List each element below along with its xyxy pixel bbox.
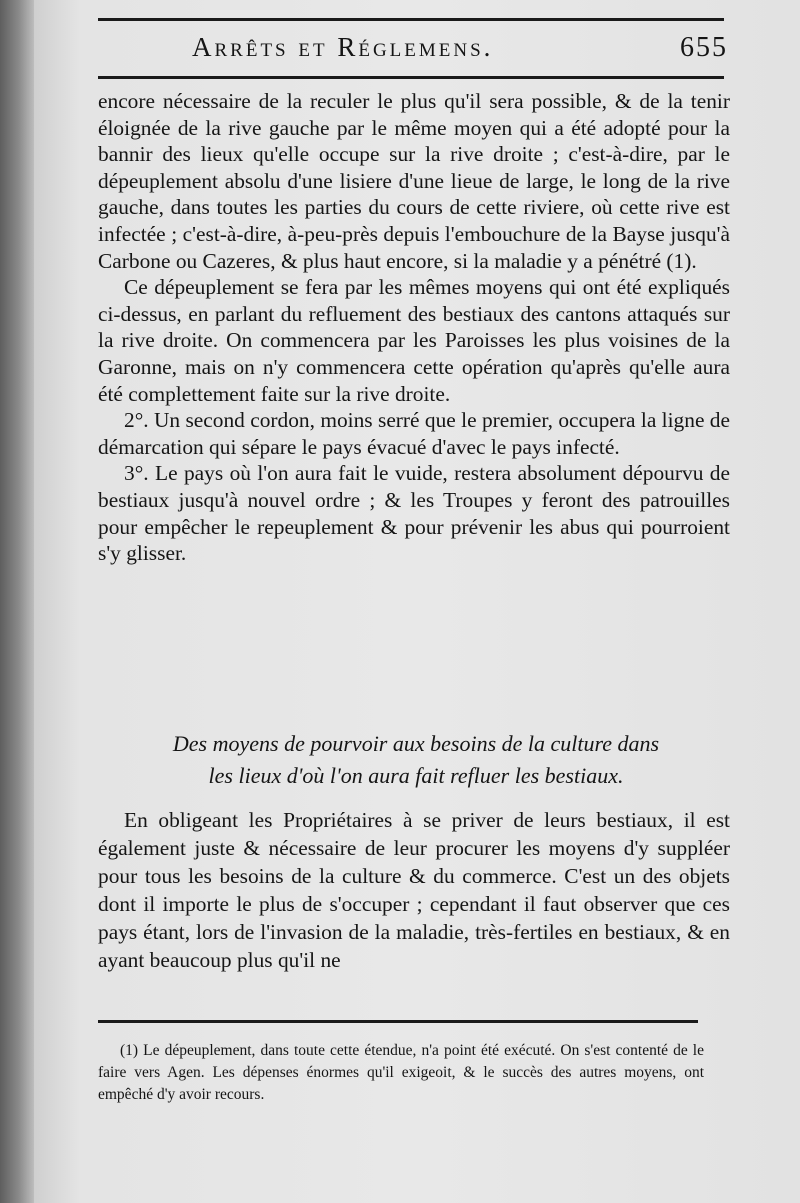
main-text <box>98 88 730 567</box>
paragraph-proprietaires: En obligeant les Propriétaires à se priver de leurs bestiaux, il est également juste & nécessaire de leur procurer les moyens d'y suppléer pour tous les besoins de la culture & du commerce. C'est un des objets dont il importe le plus de s'occuper ; cependant il faut observer que ces pays étant, lors de l'invasion de la maladie, très-fertiles en bestiaux, & en ayant beaucoup plus qu'il ne <box>98 808 730 972</box>
section-text <box>98 806 730 974</box>
binding-gutter <box>0 0 34 1203</box>
page-number: 655 <box>680 32 728 63</box>
section-heading <box>98 728 734 792</box>
running-head <box>98 30 728 66</box>
footnote-rule <box>98 1020 698 1023</box>
section-heading-line-2: les lieux d'où l'on aura fait refluer les bestiaux. <box>208 763 624 788</box>
header-rule <box>98 76 724 79</box>
paragraph-pays-vuide: 3°. Le pays où l'on aura fait le vuide, restera absolument dépourvu de bestiaux jusqu'à nouvel ordre ; & les Troupes y feront des patrouilles pour empêcher le repeuplement & pour prévenir les abus qui pourroient s'y glisser. <box>98 461 730 566</box>
section-heading-line-1: Des moyens de pourvoir aux besoins de la culture dans <box>172 731 660 756</box>
paragraph-depeuplement: Ce dépeuplement se fera par les mêmes moyens qui ont été expliqués ci-dessus, en parlant du refluement des bestiaux des cantons attaqués sur la rive droite. On commencera par les Paroisses les plus voisines de la Garonne, mais on n'y commencera cette opération qu'après qu'elle aura été complettement faite sur la rive droite. <box>98 275 730 406</box>
paragraph-second-cordon: 2°. Un second cordon, moins serré que le premier, occupera la ligne de démarcation qui sépare le pays évacué d'avec le pays infecté. <box>98 408 730 459</box>
footnote-text: (1) Le dépeuplement, dans toute cette étendue, n'a point été exécuté. On s'est contenté de le faire vers Agen. Les dépenses énormes qu'il exigeoit, & le succès des autres moyens, ont empêché d'y avoir recours. <box>98 1042 704 1103</box>
running-title: Arrêts et Réglemens. <box>192 32 494 62</box>
top-rule <box>98 18 724 21</box>
footnote <box>98 1040 704 1106</box>
paragraph-continuation: encore nécessaire de la reculer le plus qu'il sera possible, & de la tenir éloignée de la rive gauche par le même moyen qui a été adopté pour la bannir des lieux qu'elle occupe sur la rive droite ; c'est-à-dire, par le dépeuplement absolu d'une lisiere d'une lieue de large, le long de la rive gauche, dans toutes les parties du cours de cette riviere, où cette rive est infectée ; c'est-à-dire, à-peu-près depuis l'embouchure de la Bayse jusqu'à Carbone ou Cazeres, & plus haut encore, si la maladie y a pénétré (1). <box>98 89 730 273</box>
book-page <box>34 0 800 1203</box>
